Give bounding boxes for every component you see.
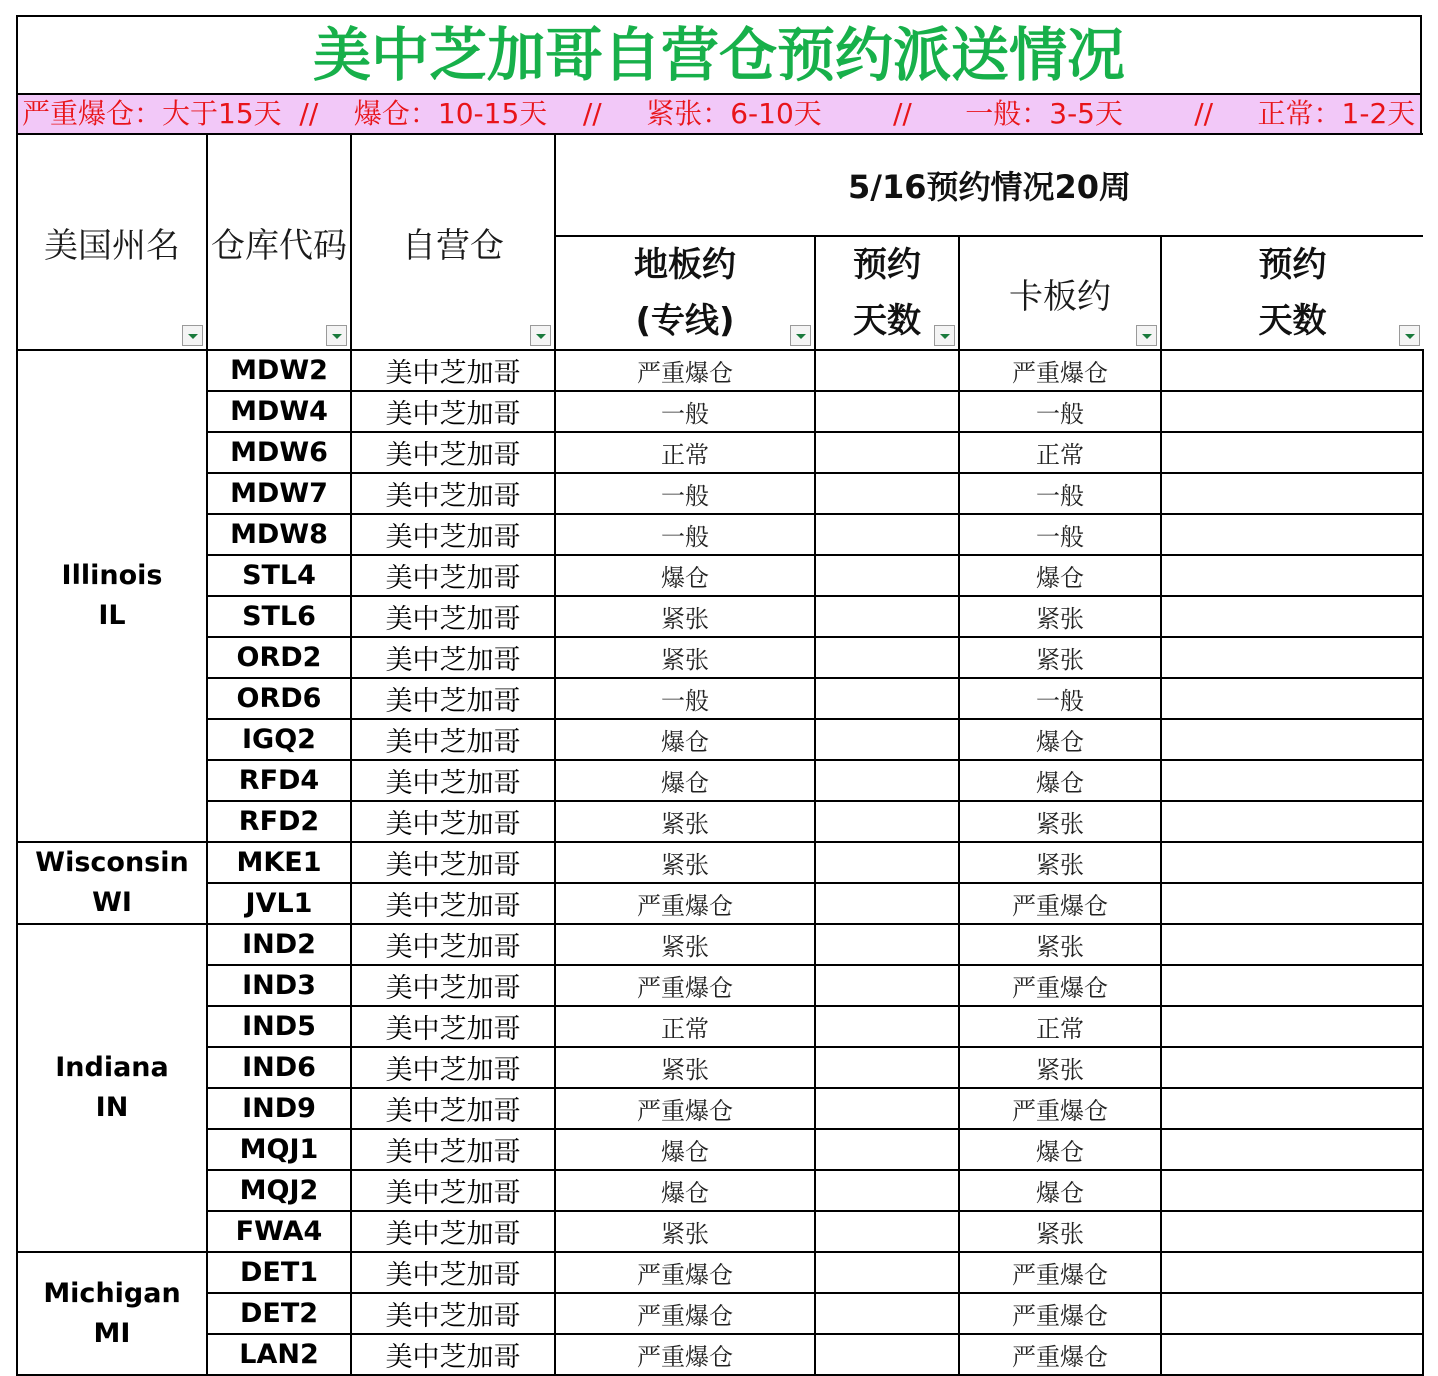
warehouse-code-cell[interactable]: ORD2 [207,637,351,678]
pallet-status-cell[interactable]: 正常 [959,1006,1161,1047]
table-row [17,883,1423,924]
pallet-days-cell[interactable] [1161,1293,1423,1334]
warehouse-name-cell[interactable]: 美中芝加哥 [351,965,555,1006]
table-row [17,637,1423,678]
warehouse-code-cell[interactable]: STL4 [207,555,351,596]
header-days2 [1161,236,1423,350]
floor-status-cell[interactable]: 紧张 [555,1211,815,1252]
state-name: Michigan [43,1277,181,1309]
table-row [17,719,1423,760]
filter-dropdown-icon[interactable] [790,325,811,346]
warehouse-code-cell[interactable]: ORD6 [207,678,351,719]
warehouse-name-cell[interactable]: 美中芝加哥 [351,719,555,760]
warehouse-code-cell[interactable]: IND6 [207,1047,351,1088]
table-row [17,1129,1423,1170]
floor-status-cell[interactable]: 紧张 [555,924,815,965]
state-name: Indiana [55,1052,169,1083]
pallet-days-cell[interactable] [1161,1129,1423,1170]
state-abbr: WI [92,887,132,918]
table-row [17,596,1423,637]
pallet-days-cell[interactable] [1161,555,1423,596]
floor-days-cell[interactable] [815,350,959,391]
pallet-days-cell[interactable] [1161,1088,1423,1129]
table-row [17,1047,1423,1088]
table-row [17,350,1423,391]
state-name: Wisconsin [35,847,189,878]
table-row [17,1293,1423,1334]
warehouse-name-cell[interactable]: 美中芝加哥 [351,596,555,637]
pallet-status-cell[interactable]: 紧张 [959,924,1161,965]
pallet-status-cell[interactable]: 严重爆仓 [959,1252,1161,1293]
pallet-days-cell[interactable] [1161,1334,1423,1375]
floor-days-cell[interactable] [815,924,959,965]
pallet-status-cell[interactable]: 爆仓 [959,719,1161,760]
floor-days-cell[interactable] [815,391,959,432]
warehouse-name-cell[interactable]: 美中芝加哥 [351,350,555,391]
table-row [17,924,1423,965]
floor-status-cell[interactable]: 一般 [555,473,815,514]
header-days2-line1: 预约 [1258,245,1327,285]
header-days1 [815,236,959,350]
floor-status-cell[interactable]: 正常 [555,1006,815,1047]
floor-status-cell[interactable]: 爆仓 [555,1129,815,1170]
warehouse-code-cell[interactable]: RFD2 [207,801,351,842]
warehouse-name-cell[interactable]: 美中芝加哥 [351,555,555,596]
pallet-days-cell[interactable] [1161,924,1423,965]
header-warehouse-label: 自营仓 [402,225,504,266]
floor-status-cell[interactable]: 紧张 [555,637,815,678]
floor-status-cell[interactable]: 爆仓 [555,719,815,760]
warehouse-code-cell[interactable]: IGQ2 [207,719,351,760]
table-row [17,1170,1423,1211]
filter-dropdown-icon[interactable] [1399,325,1420,346]
header-code-label: 仓库代码 [211,225,347,266]
floor-status-cell[interactable]: 紧张 [555,596,815,637]
pallet-days-cell[interactable] [1161,965,1423,1006]
floor-status-cell[interactable]: 爆仓 [555,1170,815,1211]
table-row [17,514,1423,555]
table-row [17,801,1423,842]
warehouse-name-cell[interactable]: 美中芝加哥 [351,1334,555,1375]
filter-dropdown-icon[interactable] [934,325,955,346]
state-cell[interactable] [17,350,207,842]
warehouse-name-cell[interactable]: 美中芝加哥 [351,1252,555,1293]
header-state-label: 美国州名 [44,225,180,266]
floor-days-cell[interactable] [815,555,959,596]
floor-status-cell[interactable]: 一般 [555,514,815,555]
pallet-days-cell[interactable] [1161,1047,1423,1088]
floor-days-cell[interactable] [815,432,959,473]
warehouse-code-cell[interactable]: IND5 [207,1006,351,1047]
status-legend: 严重爆仓：大于15天 // 爆仓：10-15天 // 紧张：6-10天 // 一般：3-5天 // 正常：1-2天 [16,93,1422,135]
pallet-status-cell[interactable]: 严重爆仓 [959,965,1161,1006]
floor-status-cell[interactable]: 爆仓 [555,555,815,596]
table-row [17,555,1423,596]
pallet-status-cell[interactable]: 一般 [959,678,1161,719]
floor-days-cell[interactable] [815,760,959,801]
header-period: 5/16预约情况20周 [555,134,1423,236]
header-floor-line2: (专线) [635,301,735,341]
pallet-status-cell[interactable]: 严重爆仓 [959,1088,1161,1129]
header-state [17,134,207,350]
header-pallet-label: 卡板约 [1009,276,1111,317]
pallet-status-cell[interactable]: 紧张 [959,596,1161,637]
table-row [17,1211,1423,1252]
warehouse-name-cell[interactable]: 美中芝加哥 [351,801,555,842]
warehouse-name-cell[interactable]: 美中芝加哥 [351,514,555,555]
floor-days-cell[interactable] [815,1170,959,1211]
floor-status-cell[interactable]: 正常 [555,432,815,473]
floor-days-cell[interactable] [815,842,959,883]
pallet-status-cell[interactable]: 一般 [959,514,1161,555]
warehouse-name-cell[interactable]: 美中芝加哥 [351,883,555,924]
table-row [17,432,1423,473]
floor-status-cell[interactable]: 严重爆仓 [555,1293,815,1334]
table-row [17,760,1423,801]
table-row [17,1088,1423,1129]
warehouse-code-cell[interactable]: MQJ1 [207,1129,351,1170]
floor-days-cell[interactable] [815,1293,959,1334]
header-pallet [959,236,1161,350]
pallet-days-cell[interactable] [1161,1252,1423,1293]
pallet-status-cell[interactable]: 严重爆仓 [959,350,1161,391]
state-cell[interactable] [17,924,207,1252]
warehouse-name-cell[interactable]: 美中芝加哥 [351,760,555,801]
pallet-status-cell[interactable]: 爆仓 [959,555,1161,596]
pallet-days-cell[interactable] [1161,1170,1423,1211]
floor-status-cell[interactable]: 一般 [555,391,815,432]
header-days2-line2: 天数 [1258,301,1327,341]
table-row [17,678,1423,719]
pallet-days-cell[interactable] [1161,432,1423,473]
warehouse-name-cell[interactable]: 美中芝加哥 [351,678,555,719]
sheet-title: 美中芝加哥自营仓预约派送情况 [16,15,1422,95]
table-row [17,965,1423,1006]
table-row [17,473,1423,514]
floor-days-cell[interactable] [815,801,959,842]
pallet-days-cell[interactable] [1161,350,1423,391]
table-row [17,391,1423,432]
warehouse-name-cell[interactable]: 美中芝加哥 [351,1088,555,1129]
warehouse-code-cell[interactable]: MDW2 [207,350,351,391]
warehouse-name-cell[interactable]: 美中芝加哥 [351,391,555,432]
warehouse-name-cell[interactable]: 美中芝加哥 [351,637,555,678]
pallet-days-cell[interactable] [1161,842,1423,883]
pallet-days-cell[interactable] [1161,883,1423,924]
floor-days-cell[interactable] [815,637,959,678]
warehouse-code-cell[interactable]: MDW6 [207,432,351,473]
warehouse-code-cell[interactable]: IND2 [207,924,351,965]
warehouse-code-cell[interactable]: MDW4 [207,391,351,432]
pallet-status-cell[interactable]: 严重爆仓 [959,1293,1161,1334]
floor-status-cell[interactable]: 紧张 [555,842,815,883]
schedule-table [16,133,1424,1376]
floor-status-cell[interactable]: 严重爆仓 [555,883,815,924]
floor-status-cell[interactable]: 一般 [555,678,815,719]
floor-status-cell[interactable]: 严重爆仓 [555,1252,815,1293]
pallet-days-cell[interactable] [1161,678,1423,719]
pallet-status-cell[interactable]: 紧张 [959,1211,1161,1252]
pallet-days-cell[interactable] [1161,760,1423,801]
warehouse-name-cell[interactable]: 美中芝加哥 [351,924,555,965]
pallet-status-cell[interactable]: 紧张 [959,1047,1161,1088]
warehouse-name-cell[interactable]: 美中芝加哥 [351,473,555,514]
warehouse-code-cell[interactable]: MQJ2 [207,1170,351,1211]
warehouse-code-cell[interactable]: IND3 [207,965,351,1006]
floor-days-cell[interactable] [815,1088,959,1129]
floor-days-cell[interactable] [815,965,959,1006]
pallet-days-cell[interactable] [1161,801,1423,842]
pallet-status-cell[interactable]: 爆仓 [959,760,1161,801]
warehouse-code-cell[interactable]: MKE1 [207,842,351,883]
pallet-days-cell[interactable] [1161,514,1423,555]
warehouse-code-cell[interactable]: MDW7 [207,473,351,514]
warehouse-name-cell[interactable]: 美中芝加哥 [351,1006,555,1047]
pallet-status-cell[interactable]: 一般 [959,391,1161,432]
warehouse-name-cell[interactable]: 美中芝加哥 [351,842,555,883]
floor-days-cell[interactable] [815,1211,959,1252]
pallet-days-cell[interactable] [1161,637,1423,678]
pallet-status-cell[interactable]: 一般 [959,473,1161,514]
filter-dropdown-icon[interactable] [326,325,347,346]
warehouse-name-cell[interactable]: 美中芝加哥 [351,432,555,473]
header-floor-line1: 地板约 [634,245,736,285]
state-cell[interactable] [17,842,207,924]
pallet-days-cell[interactable] [1161,596,1423,637]
filter-dropdown-icon[interactable] [530,325,551,346]
warehouse-code-cell[interactable]: DET1 [207,1252,351,1293]
pallet-status-cell[interactable]: 严重爆仓 [959,1334,1161,1375]
floor-days-cell[interactable] [815,1047,959,1088]
filter-dropdown-icon[interactable] [1136,325,1157,346]
floor-status-cell[interactable]: 紧张 [555,1047,815,1088]
floor-days-cell[interactable] [815,883,959,924]
pallet-status-cell[interactable]: 紧张 [959,801,1161,842]
filter-dropdown-icon[interactable] [182,325,203,346]
warehouse-code-cell[interactable]: JVL1 [207,883,351,924]
pallet-days-cell[interactable] [1161,1211,1423,1252]
state-cell[interactable] [17,1252,207,1375]
pallet-status-cell[interactable]: 爆仓 [959,1129,1161,1170]
floor-days-cell[interactable] [815,1006,959,1047]
warehouse-code-cell[interactable]: MDW8 [207,514,351,555]
floor-days-cell[interactable] [815,1334,959,1375]
warehouse-name-cell[interactable]: 美中芝加哥 [351,1047,555,1088]
floor-days-cell[interactable] [815,514,959,555]
header-days1-line1: 预约 [853,245,921,285]
pallet-days-cell[interactable] [1161,391,1423,432]
floor-status-cell[interactable]: 严重爆仓 [555,965,815,1006]
floor-days-cell[interactable] [815,1252,959,1293]
warehouse-name-cell[interactable]: 美中芝加哥 [351,1170,555,1211]
floor-days-cell[interactable] [815,596,959,637]
warehouse-name-cell[interactable]: 美中芝加哥 [351,1129,555,1170]
warehouse-code-cell[interactable]: LAN2 [207,1334,351,1375]
pallet-status-cell[interactable]: 紧张 [959,842,1161,883]
state-abbr: MI [93,1317,131,1349]
state-abbr: IL [98,600,126,631]
pallet-status-cell[interactable]: 严重爆仓 [959,883,1161,924]
table-row [17,842,1423,883]
warehouse-code-cell[interactable]: IND9 [207,1088,351,1129]
warehouse-code-cell[interactable]: STL6 [207,596,351,637]
pallet-status-cell[interactable]: 紧张 [959,637,1161,678]
floor-status-cell[interactable]: 严重爆仓 [555,1088,815,1129]
floor-status-cell[interactable]: 严重爆仓 [555,1334,815,1375]
pallet-status-cell[interactable]: 正常 [959,432,1161,473]
table-row [17,1334,1423,1375]
pallet-days-cell[interactable] [1161,1006,1423,1047]
header-days1-line2: 天数 [853,301,921,341]
floor-days-cell[interactable] [815,678,959,719]
warehouse-code-cell[interactable]: DET2 [207,1293,351,1334]
pallet-days-cell[interactable] [1161,473,1423,514]
pallet-days-cell[interactable] [1161,719,1423,760]
table-row [17,1252,1423,1293]
pallet-status-cell[interactable]: 爆仓 [959,1170,1161,1211]
state-abbr: IN [95,1092,129,1123]
table-row [17,1006,1423,1047]
floor-days-cell[interactable] [815,719,959,760]
header-floor [555,236,815,350]
floor-days-cell[interactable] [815,473,959,514]
floor-status-cell[interactable]: 爆仓 [555,760,815,801]
spreadsheet [16,15,1422,1376]
header-code [207,134,351,350]
floor-status-cell[interactable]: 严重爆仓 [555,350,815,391]
floor-status-cell[interactable]: 紧张 [555,801,815,842]
floor-days-cell[interactable] [815,1129,959,1170]
warehouse-code-cell[interactable]: RFD4 [207,760,351,801]
warehouse-name-cell[interactable]: 美中芝加哥 [351,1293,555,1334]
header-warehouse [351,134,555,350]
warehouse-name-cell[interactable]: 美中芝加哥 [351,1211,555,1252]
warehouse-code-cell[interactable]: FWA4 [207,1211,351,1252]
state-name: Illinois [61,560,163,591]
